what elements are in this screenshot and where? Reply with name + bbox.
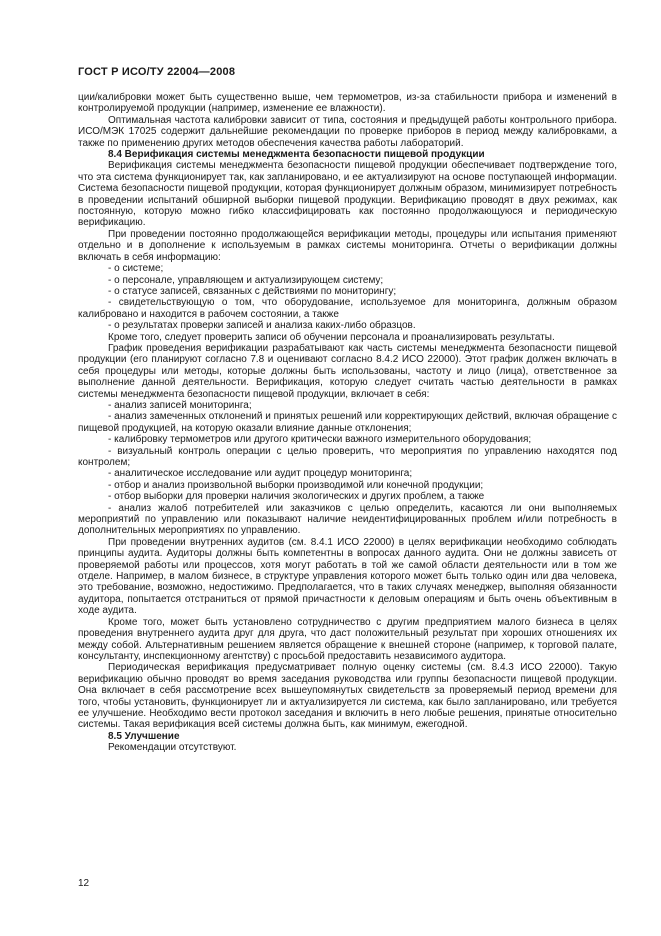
- paragraph: - о системе;: [108, 263, 164, 275]
- document-body: [78, 92, 617, 754]
- paragraph: - о персонале, управляющем и актуализирующем систему;: [108, 274, 384, 286]
- paragraph: График проведения верификации разрабатывают как часть системы менеджмента безопасности пищевой продукции (его планируют согласно 7.8 и оценивают согласно 8.4.2 ИСО 22000). Этот график должен включать в себя процедуры или методы, которые должны быть использованы, частоту и лицо (лица), ответственное за выполнение данной деятельности. Верификация, которую следует считать частью деятельности в рамках системы менеджмента безопасности пищевой продукции, включает в себя:: [78, 342, 617, 400]
- paragraph: Оптимальная частота калибровки зависит от типа, состояния и предыдущей работы контрольного прибора. ИСО/МЭК 17025 содержит дальнейшие рекомендации по проверке приборов в период между калибровками, а также по применению других методов обеспечения качества работы лабораторий.: [78, 114, 617, 149]
- paragraph: - калибровку термометров или другого критически важного измерительного оборудования;: [108, 434, 532, 446]
- paragraph: - о статусе записей, связанных с действиями по мониторингу;: [108, 285, 397, 297]
- paragraph: - анализ жалоб потребителей или заказчиков с целью определить, касаются ли они выполняемых мероприятий по управлению или показывают наличие неидентифицированных проблем и/или потребность в дополнительных мероприятиях по управлению.: [78, 502, 617, 537]
- paragraph: - анализ записей мониторинга;: [108, 399, 252, 411]
- paragraph: Периодическая верификация предусматривает полную оценку системы (см. 8.4.3 ИСО 22000). Такую верификацию обычно проводят во время заседания руководства или группы безопасности пищевой продукции. Она включает в себя рассмотрение всех вышеупомянутых свидетельств за проверяемый период времени для того, чтобы установить, функционирует ли и актуализируется ли система, как было запланировано, или требуется ее улучшение. Необходимо вести протокол заседания и включить в него любые решения, принятые относительно системы. Такая верификация всей системы должна быть, как минимум, ежегодной.: [78, 662, 617, 731]
- paragraph: - визуальный контроль операции с целью проверить, что мероприятия по управлению находятся под контролем;: [78, 445, 617, 468]
- paragraph: Кроме того, следует проверить записи об обучении персонала и проанализировать результаты.: [108, 331, 555, 343]
- paragraph: - аналитическое исследование или аудит процедур мониторинга;: [108, 468, 413, 480]
- section-heading: 8.4 Верификация системы менеджмента безопасности пищевой продукции: [108, 149, 485, 161]
- paragraph: Рекомендации отсутствуют.: [108, 742, 237, 754]
- paragraph: Верификация системы менеджмента безопасности пищевой продукции обеспечивает подтверждение того, что эта система функционирует так, как запланировано, и ее актуализируют на основе поступающей информации. Система безопасности пищевой продукции, которая функционирует должным образом, минимизирует потребность в проведении испытаний обширной выборки пищевой продукции. Верификацию проводят в двух режимах, как постоянную, которую можно гибко классифицировать как постоянно продолжающуюся и периодическую верификацию.: [78, 160, 617, 229]
- document-header: ГОСТ Р ИСО/ТУ 22004—2008: [78, 66, 236, 78]
- paragraph: - отбор и анализ произвольной выборки производимой или конечной продукции;: [108, 479, 484, 491]
- paragraph: - о результатах проверки записей и анализа каких-либо образцов.: [108, 320, 416, 332]
- paragraph: - отбор выборки для проверки наличия экологических и других проблем, а также: [108, 491, 485, 503]
- section-heading: 8.5 Улучшение: [108, 730, 180, 742]
- paragraph: - свидетельствующую о том, что оборудование, используемое для мониторинга, должным образом калибровано и находится в рабочем состоянии, а также: [78, 297, 617, 320]
- paragraph: При проведении постоянно продолжающейся верификации методы, процедуры или испытания применяют отдельно и в дополнение к используемым в рамках системы мониторинга. Отчеты о верификации должны включать в себя информацию:: [78, 228, 617, 263]
- page-number: 12: [78, 878, 90, 889]
- paragraph: При проведении внутренних аудитов (см. 8.4.1 ИСО 22000) в целях верификации необходимо соблюдать принципы аудита. Аудиторы должны быть компетентны в вопросах данного аудита. Они не должны зависеть от проверяемой работы или процессов, хотя могут работать в той же самой области деятельности или в том же отделе. Например, в малом бизнесе, в структуре управления которого может быть только один или два человека, это требование, возможно, недостижимо. Предполагается, что в таких случаях менеджер, выполняя обязанности аудитора, попытается отстраниться от прямой причастности к деловым операциям и быть очень объективным в ходе аудита.: [78, 536, 617, 617]
- paragraph: ции/калибровки может быть существенно выше, чем термометров, из-за стабильности прибора и изменений в контролируемой продукции (например, изменение ее влажности).: [78, 92, 617, 115]
- paragraph: - анализ замеченных отклонений и принятых решений или корректирующих действий, включая обращение с пищевой продукцией, на которую оказали влияние данные отклонения;: [78, 411, 617, 434]
- paragraph: Кроме того, может быть установлено сотрудничество с другим предприятием малого бизнеса в целях проведения внутреннего аудита друг для друга, что даст положительный результат при хороших отношениях их между собой. Альтернативным решением является обращение к внешней стороне (например, к торговой палате, консультанту, инспекционному агентству) с просьбой предоставить независимого аудитора.: [78, 616, 617, 662]
